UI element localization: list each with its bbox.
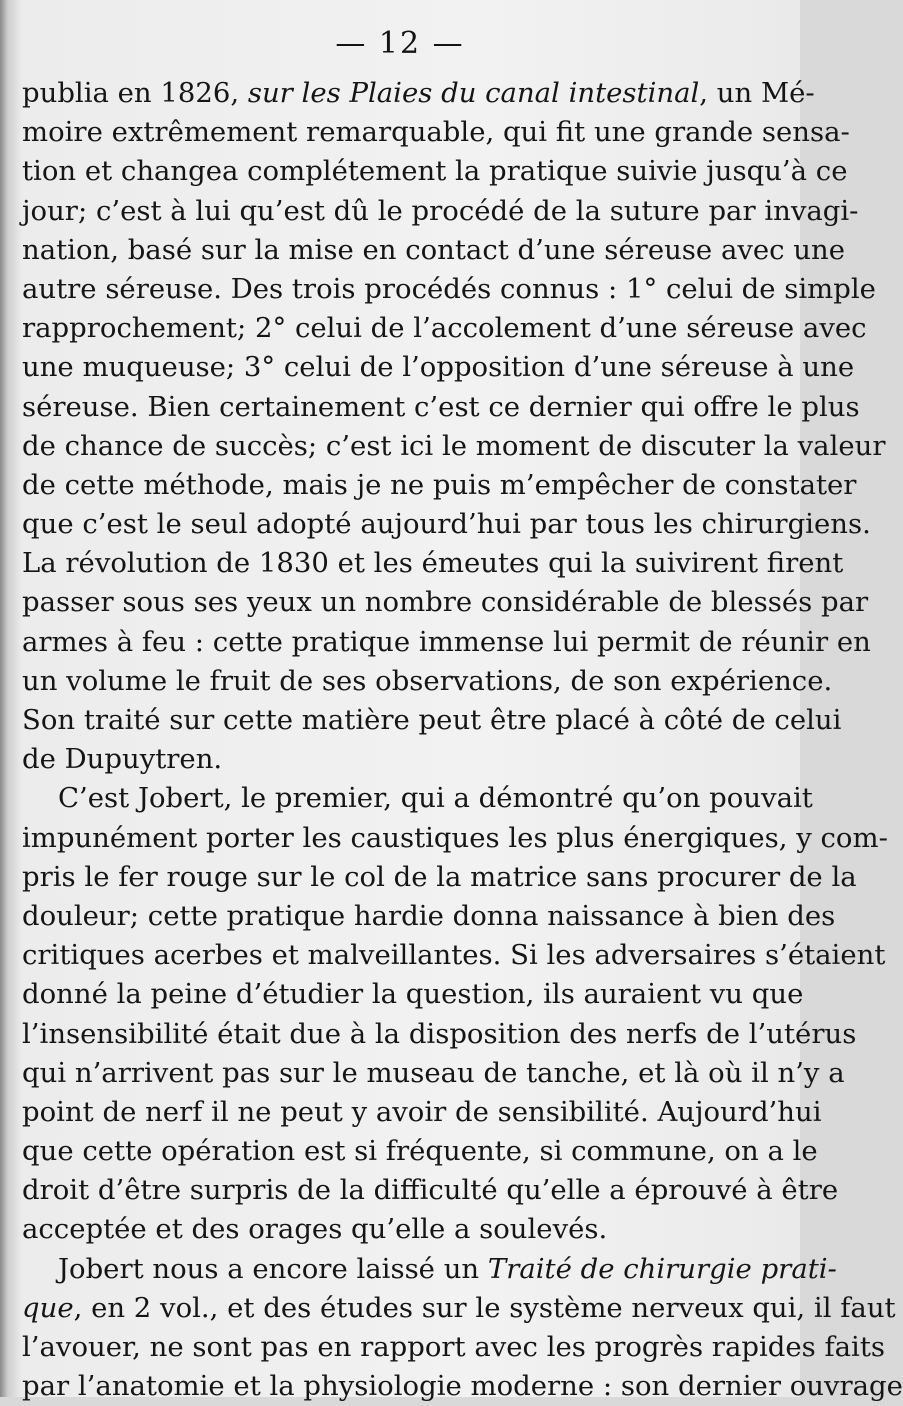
text-line [22, 975, 804, 1014]
text-line [22, 858, 857, 897]
italic-text: Traité de chirurgie prati- [487, 1252, 837, 1285]
text-line [22, 583, 869, 622]
text-line [22, 701, 842, 740]
text-segment: que cette opération est si fréquente, si commune, on a le [22, 1135, 818, 1168]
text-line [22, 623, 871, 662]
text-segment: , en 2 vol., et des études sur le système nerveux qui, il faut [73, 1291, 896, 1324]
text-segment: Jobert nous a encore laissé un [58, 1252, 488, 1285]
text-line [22, 1093, 822, 1132]
text-segment: La révolution de 1830 et les émeutes qui la suivirent firent [22, 547, 844, 580]
text-line [22, 1367, 903, 1406]
text-line [22, 1328, 886, 1367]
text-line [22, 544, 844, 583]
text-segment: rapprochement; 2° celui de l’accolement d’une séreuse avec [22, 312, 867, 345]
text-segment: acceptée et des orages qu’elle a soulevés. [22, 1213, 608, 1246]
text-line [22, 779, 813, 818]
text-segment: impunément porter les caustiques les plus énergiques, y com- [22, 821, 888, 854]
text-line [22, 1015, 857, 1054]
text-segment: qui n’arrivent pas sur le museau de tanche, et là où il n’y a [22, 1056, 845, 1089]
text-line [22, 309, 867, 348]
text-line [22, 897, 836, 936]
text-segment: jour; c’est à lui qu’est dû le procédé de la suture par invagi- [22, 194, 859, 227]
text-line [22, 192, 859, 231]
text-segment: pris le fer rouge sur le col de la matrice sans procurer de la [22, 860, 857, 893]
text-segment: l’insensibilité était due à la disposition des nerfs de l’utérus [22, 1017, 857, 1050]
text-line [22, 74, 815, 113]
text-segment: par l’anatomie et la physiologie moderne : son dernier ouvrage [22, 1370, 903, 1403]
text-line [22, 936, 886, 975]
text-segment: tion et changea complétement la pratique suivie jusqu’à ce [22, 155, 848, 188]
text-line [22, 1289, 896, 1328]
text-line [22, 1210, 762, 1249]
text-line [22, 505, 871, 544]
text-segment: autre séreuse. Des trois procédés connus : 1° celui de simple [22, 272, 876, 305]
text-segment: , un Mé- [699, 77, 815, 109]
text-line [22, 1054, 845, 1093]
text-segment: armes à feu : cette pratique immense lui permit de réunir en [22, 625, 871, 658]
text-line [22, 270, 876, 309]
text-segment: critiques acerbes et malveillantes. Si les adversaires s’étaient [22, 939, 886, 972]
text-segment: un volume le fruit de ses observations, de son expérience. [22, 664, 833, 697]
text-segment: passer sous ses yeux un nombre considérable de blessés par [22, 586, 869, 619]
text-segment: publia en 1826, [22, 77, 248, 109]
text-segment: que c’est le seul adopté aujourd’hui par tous les chirurgiens. [22, 508, 871, 541]
text-segment: de chance de succès; c’est ici le moment de discuter la valeur [22, 429, 886, 462]
body-text [22, 74, 903, 1406]
text-segment: une muqueuse; 3° celui de l’opposition d’une séreuse à une [22, 351, 855, 384]
text-segment: moire extrêmement remarquable, qui fit une grande sensa- [22, 116, 850, 149]
text-line [22, 348, 855, 387]
text-segment: point de nerf il ne peut y avoir de sensibilité. Aujourd’hui [22, 1095, 822, 1128]
text-segment: de cette méthode, mais je ne puis m’empêcher de constater [22, 468, 857, 501]
text-line [22, 231, 845, 270]
text-line [22, 819, 888, 858]
italic-text: que [22, 1291, 74, 1324]
text-line [22, 1250, 837, 1289]
text-segment: droit d’être surpris de la difficulté qu’elle a éprouvé à être [22, 1174, 839, 1207]
text-line [22, 466, 857, 505]
text-line [22, 740, 762, 779]
text-line [22, 427, 886, 466]
text-segment: C’est Jobert, le premier, qui a démontré qu’on pouvait [58, 782, 813, 815]
text-segment: séreuse. Bien certainement c’est ce dernier qui offre le plus [22, 390, 860, 423]
text-line [22, 662, 833, 701]
text-segment: de Dupuytren. [22, 743, 223, 776]
text-segment: nation, basé sur la mise en contact d’une séreuse avec une [22, 233, 845, 266]
text-line [22, 152, 848, 191]
page-number: — 12 — [335, 26, 465, 61]
text-segment: Son traité sur cette matière peut être placé à côté de celui [22, 704, 842, 736]
italic-text: sur les Plaies du canal intestinal [247, 77, 700, 109]
text-line [22, 1132, 818, 1171]
text-segment: douleur; cette pratique hardie donna naissance à bien des [22, 899, 836, 932]
text-line [22, 113, 850, 152]
text-segment: donné la peine d’étudier la question, ils auraient vu que [22, 978, 804, 1011]
text-line [22, 1171, 839, 1210]
text-line [22, 388, 860, 427]
text-segment: l’avouer, ne sont pas en rapport avec les progrès rapides faits [22, 1331, 886, 1363]
